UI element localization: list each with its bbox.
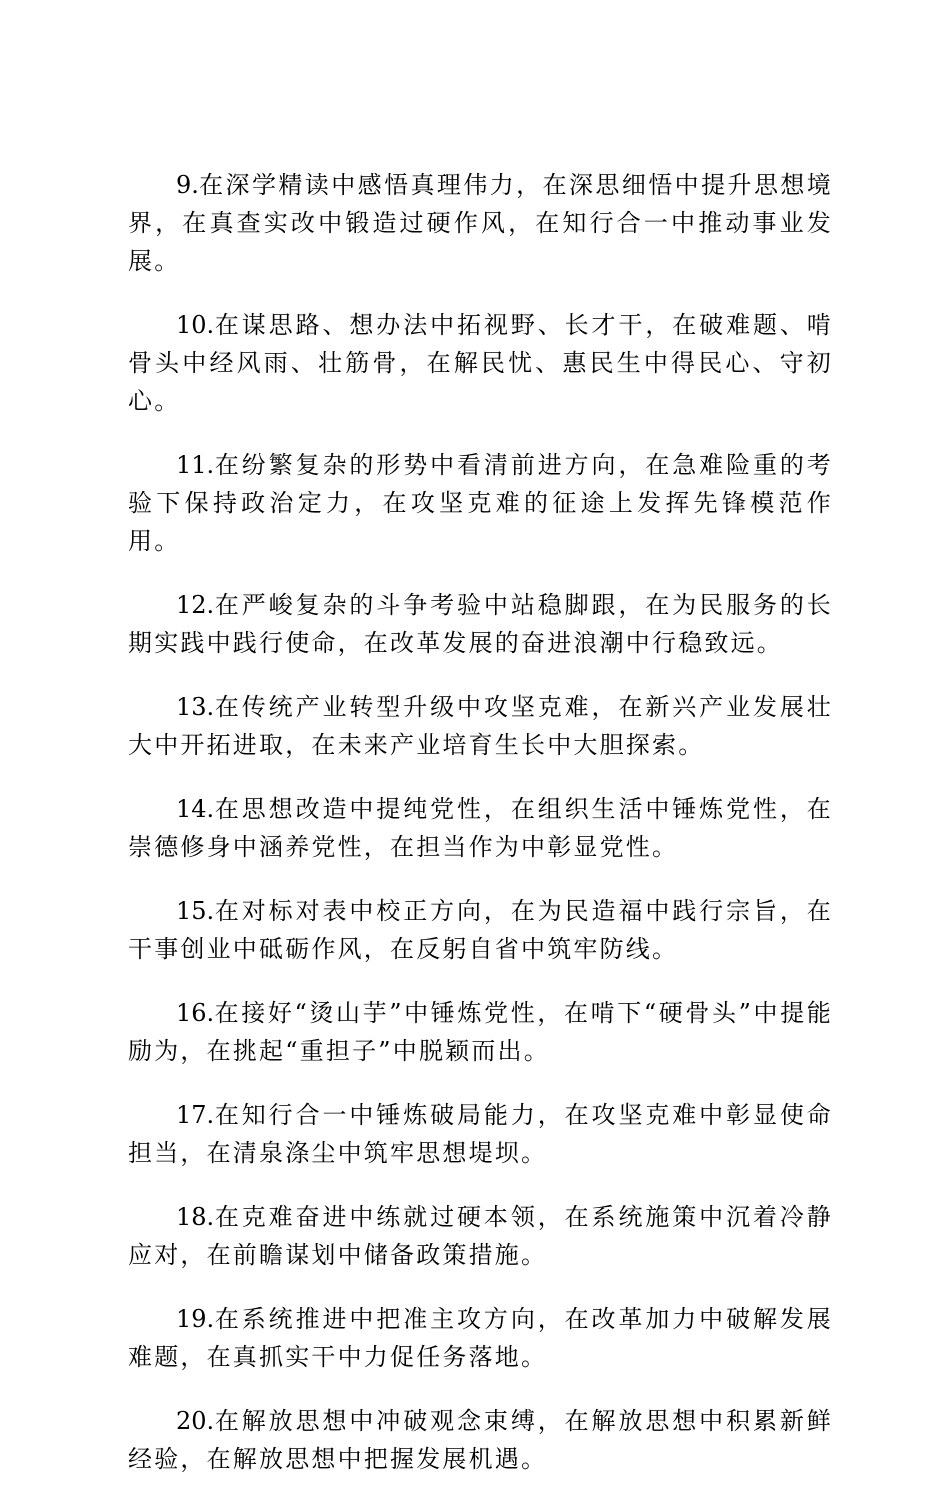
paragraph-13 [128,688,833,764]
paragraph-text: 在接好“烫山芋”中锤炼党性，在啃下“硬骨头”中提能励为，在挑起“重担子”中脱颖而出。 [128,999,833,1065]
paragraph-14 [128,790,833,866]
paragraph-11 [128,446,833,560]
paragraph-text: 在系统推进中把准主攻方向，在改革加力中破解发展难题，在真抓实干中力促任务落地。 [128,1305,833,1371]
paragraph-number: 20. [176,1407,215,1435]
paragraph-15 [128,892,833,968]
document-body [128,166,833,1504]
paragraph-9 [128,166,833,280]
paragraph-number: 9. [176,171,199,199]
paragraph-number: 11. [176,451,215,479]
paragraph-number: 16. [176,999,215,1027]
paragraph-text: 在深学精读中感悟真理伟力，在深思细悟中提升思想境界，在真查实改中锻造过硬作风，在知行合一中推动事业发展。 [128,171,833,275]
paragraph-17 [128,1096,833,1172]
paragraph-20 [128,1402,833,1478]
paragraph-number: 13. [176,693,215,721]
paragraph-text: 在谋思路、想办法中拓视野、长才干，在破难题、啃骨头中经风雨、壮筋骨，在解民忧、惠民生中得民心、守初心。 [128,311,833,415]
paragraph-19 [128,1300,833,1376]
paragraph-number: 12. [176,591,215,619]
paragraph-text: 在知行合一中锤炼破局能力，在攻坚克难中彰显使命担当，在清泉涤尘中筑牢思想堤坝。 [128,1101,833,1167]
paragraph-text: 在严峻复杂的斗争考验中站稳脚跟，在为民服务的长期实践中践行使命，在改革发展的奋进浪潮中行稳致远。 [128,591,833,657]
paragraph-text: 在传统产业转型升级中攻坚克难，在新兴产业发展壮大中开拓进取，在未来产业培育生长中大胆探索。 [128,693,833,759]
paragraph-text: 在对标对表中校正方向，在为民造福中践行宗旨，在干事创业中砥砺作风，在反躬自省中筑牢防线。 [128,897,833,963]
paragraph-number: 14. [176,795,215,823]
paragraph-text: 在克难奋进中练就过硬本领，在系统施策中沉着冷静应对，在前瞻谋划中储备政策措施。 [128,1203,833,1269]
paragraph-16 [128,994,833,1070]
paragraph-number: 18. [176,1203,215,1231]
paragraph-number: 17. [176,1101,215,1129]
paragraph-text: 在思想改造中提纯党性，在组织生活中锤炼党性，在崇德修身中涵养党性，在担当作为中彰显党性。 [128,795,833,861]
paragraph-number: 10. [176,311,215,339]
paragraph-number: 15. [176,897,215,925]
paragraph-text: 在解放思想中冲破观念束缚，在解放思想中积累新鲜经验，在解放思想中把握发展机遇。 [128,1407,833,1473]
paragraph-text: 在纷繁复杂的形势中看清前进方向，在急难险重的考验下保持政治定力，在攻坚克难的征途上发挥先锋模范作用。 [128,451,833,555]
paragraph-number: 19. [176,1305,215,1333]
paragraph-18 [128,1198,833,1274]
paragraph-10 [128,306,833,420]
paragraph-12 [128,586,833,662]
